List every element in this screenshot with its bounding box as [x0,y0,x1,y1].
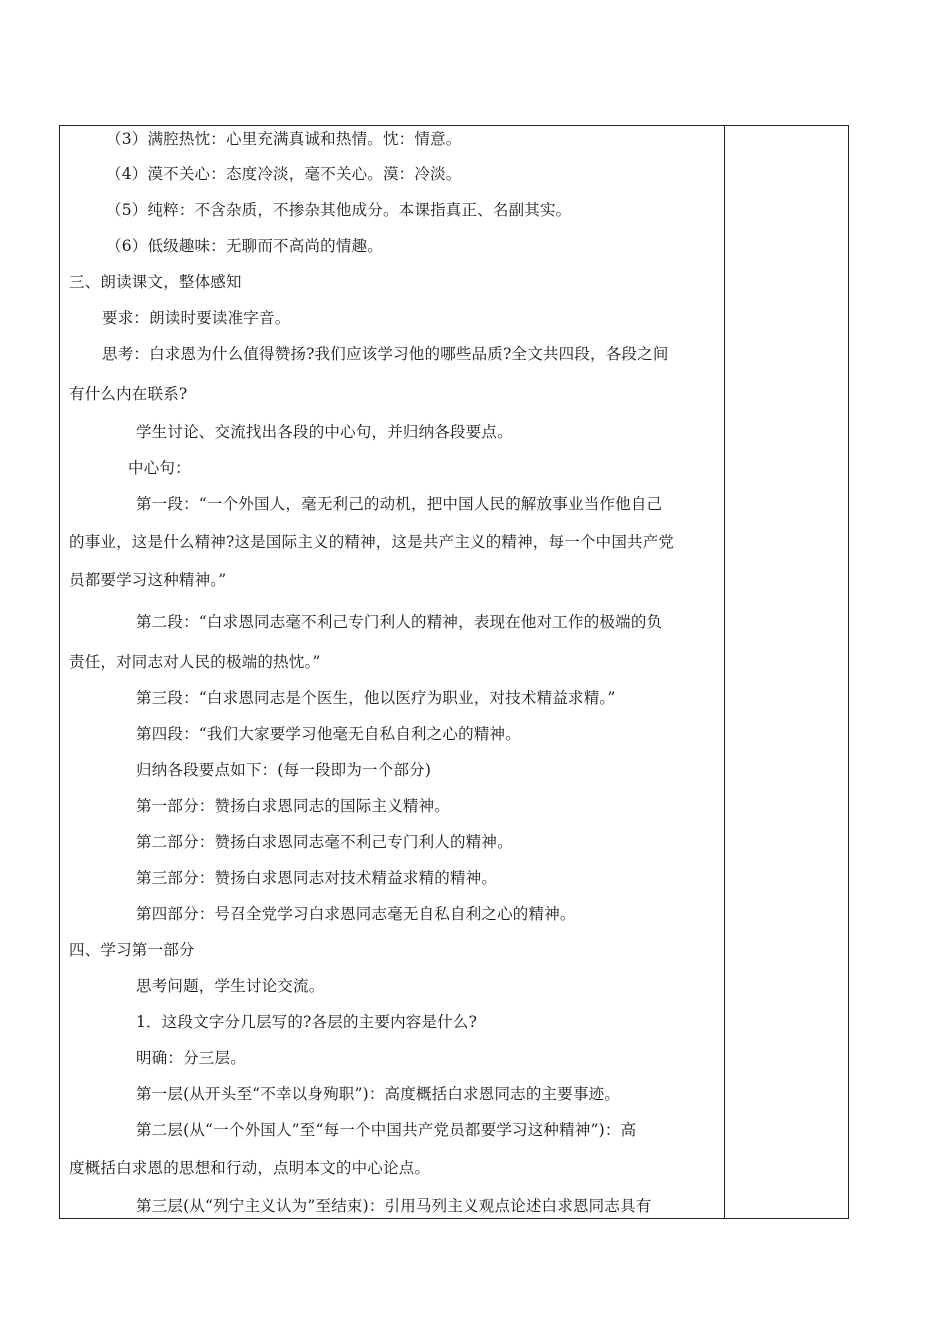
section-heading: 三、朗读课文，整体感知 [69,273,242,291]
text-line: 的事业，这是什么精神?这是国际主义的精神，这是共产主义的精神，每一个中国共产党 [69,533,675,551]
main-content-cell [60,126,724,1218]
text-line: 第二部分：赞扬白求恩同志毫不利己专门利人的精神。 [136,833,513,851]
text-line: 归纳各段要点如下：(每一段即为一个部分) [136,761,432,779]
text-line: 明确：分三层。 [136,1049,246,1067]
text-line: 有什么内在联系? [69,385,188,403]
text-line: （3）满腔热忱：心里充满真诚和热情。忱：情意。 [106,130,462,148]
text-line: 思考问题，学生讨论交流。 [136,977,325,995]
text-line: 中心句： [128,459,191,477]
section-heading: 四、学习第一部分 [69,941,195,959]
text-line: 第四部分：号召全党学习白求恩同志毫无自私自利之心的精神。 [136,905,576,923]
text-line: 第一部分：赞扬白求恩同志的国际主义精神。 [136,797,451,815]
text-line: （4）漠不关心：态度冷淡，毫不关心。漠：冷淡。 [106,165,462,183]
text-line: 第三层(从“列宁主义认为”至结束)：引用马列主义观点论述白求恩同志具有 [136,1197,652,1215]
text-line: 第四段：“我们大家要学习他毫无自私自利之心的精神。 [136,725,521,743]
text-line: 学生讨论、交流找出各段的中心句，并归纳各段要点。 [136,423,513,441]
text-line: 第二段：“白求恩同志毫不利己专门利人的精神，表现在他对工作的极端的负 [136,613,663,631]
text-line: 员都要学习这种精神。” [69,571,227,589]
document-table [59,125,849,1219]
text-line: 第一层(从开头至“不幸以身殉职”)：高度概括白求恩同志的主要事迹。 [136,1085,621,1103]
notes-cell [725,126,848,1218]
text-line: 第一段：“一个外国人，毫无利己的动机，把中国人民的解放事业当作他自己 [136,495,663,513]
text-line: 第三段：“白求恩同志是个医生，他以医疗为职业，对技术精益求精。” [136,689,616,707]
text-line: 责任，对同志对人民的极端的热忱。” [69,653,321,671]
text-line: （5）纯粹：不含杂质，不掺杂其他成分。本课指真正、名副其实。 [106,201,572,219]
text-line: 第二层(从“一个外国人”至“每一个中国共产党员都要学习这种精神”)：高 [136,1121,637,1139]
text-line: 第三部分：赞扬白求恩同志对技术精益求精的精神。 [136,869,498,887]
text-line: 思考：白求恩为什么值得赞扬?我们应该学习他的哪些品质?全文共四段，各段之间 [102,345,669,363]
text-line: 度概括白求恩的思想和行动，点明本文的中心论点。 [69,1159,431,1177]
text-line: 要求：朗读时要读准字音。 [102,309,291,327]
text-line: （6）低级趣味：无聊而不高尚的情趣。 [106,237,383,255]
text-line: 1．这段文字分几层写的?各层的主要内容是什么? [136,1013,478,1031]
